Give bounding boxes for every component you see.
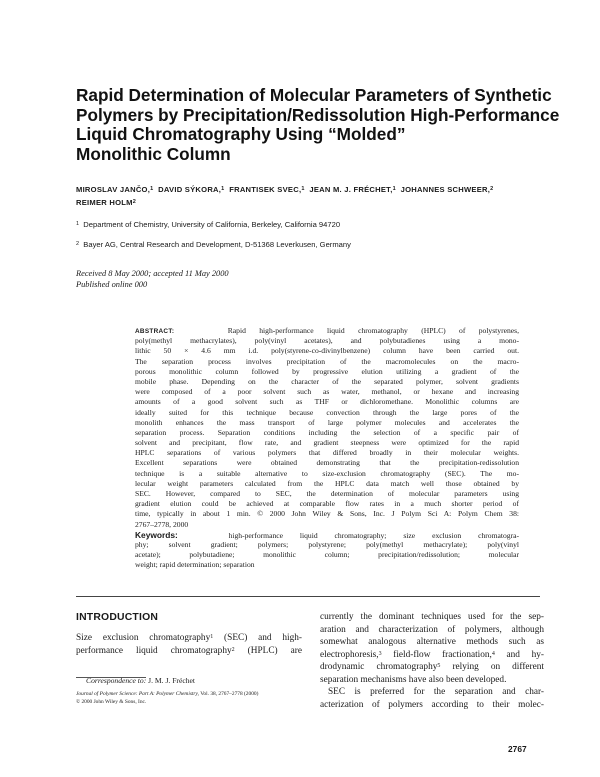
page-number: 2767 xyxy=(508,744,527,754)
affil-mark: 2 xyxy=(76,241,80,247)
author: REIMER HOLM xyxy=(76,197,133,207)
citation-ref[interactable]: 4 xyxy=(491,650,495,657)
abstract-line: lecular weight parameters calculated from the HPLC data match well those obtained by xyxy=(135,478,519,488)
keywords-line: phy; solvent gradient; polymers; polystyrene; poly(methyl methacrylate); poly(vinyl xyxy=(135,539,519,549)
abstract-line: time, typically in about 1 min. © 2000 John Wiley & Sons, Inc. J Polym Sci A: Polym Chem 38: xyxy=(135,509,519,519)
author-affil-mark: 1 xyxy=(301,186,305,192)
affil-text: Department of Chemistry, University of California, Berkeley, California 94720 xyxy=(83,220,341,229)
author: JOHANNES SCHWEER, xyxy=(400,185,491,194)
author: FRANTISEK SVEC, xyxy=(229,185,302,194)
section-divider xyxy=(76,596,540,597)
keywords-line: Keywords: high-performance liquid chromatography; size exclusion chromatogra- xyxy=(135,529,519,540)
title-line: Monolithic Column xyxy=(76,143,231,164)
correspondence-name: J. M. J. Fréchet xyxy=(148,676,195,685)
body-line: Size exclusion chromatography$^1$ (SEC) and high- xyxy=(76,633,302,643)
body-line: acterization of polymers according to their molec- xyxy=(320,699,544,710)
affiliation-1 xyxy=(76,220,546,230)
keywords-line: weight; rapid determination; separation xyxy=(135,560,255,570)
citation-ref[interactable]: 5 xyxy=(437,663,441,669)
abstract-line: gradient elution could be achieved at comparable flow rates in a much shorter period of xyxy=(135,499,519,509)
abstract-line: mobile phase. Depending on the character of the separated polymer, solvent gradients xyxy=(135,376,519,386)
affil-text: Bayer AG, Central Research and Development, D-51368 Leverkusen, Germany xyxy=(83,240,351,249)
published-line: Published online 000 xyxy=(76,280,148,289)
abstract-line: porous monolithic column followed by progressive elution utilizing a gradient of the xyxy=(135,366,519,376)
abstract-line: amounts of a good solvent such as THF or dichloromethane. Monolithic columns are xyxy=(135,397,519,407)
author: MIROSLAV JANČO, xyxy=(76,185,151,194)
abstract-line: The separation process involves precipitation of the macromolecules on the macro- xyxy=(135,356,519,366)
body-line: SEC is preferred for the separation and char- xyxy=(328,687,544,697)
author-affil-mark: 2 xyxy=(490,186,494,192)
title-line: Liquid Chromatography Using “Molded” xyxy=(76,124,406,144)
author: DAVID SÝKORA, xyxy=(158,185,222,194)
author-line-1 xyxy=(76,184,546,197)
abstract-line: ABSTRACT: Rapid high-performance liquid chromatography (HPLC) of polystyrenes, xyxy=(135,326,520,335)
paper-title xyxy=(76,85,560,164)
abstract-line: technique is a suitable alternative to size-exclusion chromatography (SEC). The mo- xyxy=(135,468,519,478)
citation-ref[interactable]: 1 xyxy=(210,634,214,640)
body-line: aration and characterization of polymers, although xyxy=(320,624,544,635)
citation-ref[interactable]: 2 xyxy=(231,646,235,653)
journal-volume: Vol. 38, 2767–2778 (2000) xyxy=(200,691,259,697)
affiliation-2 xyxy=(76,240,546,250)
abstract-line: Excellent separations were obtained demonstrating that the precipitation-redissolution xyxy=(135,458,519,468)
abstract-label: ABSTRACT: xyxy=(135,328,175,335)
affil-mark: 1 xyxy=(76,221,80,227)
abstract-line: monolith enhances the mass transport of large polymer molecules and accelerates the xyxy=(135,417,519,427)
keywords-label: Keywords: xyxy=(135,529,178,540)
body-line: electrophoresis,$^3$ field-flow fractionation,$^4$ and hy- xyxy=(320,649,544,660)
keywords-line: acetate); polybutadiene; monolithic column; precipitation/redissolution; molecular xyxy=(135,550,519,560)
abstract-line: solvent and precipitant, flow rate, and gradient steepness were optimized for the rapid xyxy=(135,438,519,448)
journal-info xyxy=(76,690,316,706)
body-line: drodynamic chromatography$^5$ relying on different xyxy=(320,662,544,672)
journal-name: Journal of Polymer Science: Part A: Polymer Chemistry, xyxy=(76,691,199,697)
abstract-line: 2767–2778, 2000 xyxy=(135,519,189,529)
received-dates xyxy=(76,268,229,290)
correspondence-note xyxy=(86,676,195,685)
left-column xyxy=(76,632,302,657)
abstract-line: lithic 50 × 4.6 mm i.d. poly(styrene-co-divinylbenzene) column have been carried out. xyxy=(135,346,519,356)
author-affil-mark: 1 xyxy=(392,186,396,192)
title-line: Polymers by Precipitation/Redissolution High-Performance xyxy=(76,104,560,125)
abstract-block xyxy=(135,326,519,571)
title-line: Rapid Determination of Molecular Parameters of Synthetic xyxy=(76,85,552,105)
abstract-line: were composed of a poor solvent such as water, methanol, or hexane and increasing xyxy=(135,387,519,397)
copyright-line: © 2000 John Wiley & Sons, Inc. xyxy=(76,699,147,705)
citation-ref[interactable]: 3 xyxy=(378,650,382,657)
abstract-line: ideally suited for this technique because convection through the large pores of the xyxy=(135,407,519,417)
introduction-heading: INTRODUCTION xyxy=(76,612,159,623)
abstract-line: separation process. Separation conditions including the selection of a specific pair of xyxy=(135,427,519,437)
author-line-2 xyxy=(76,197,546,210)
received-line: Received 8 May 2000; accepted 11 May 2000 xyxy=(76,269,229,278)
body-line: performance liquid chromatography$^2$ (HPLC) are xyxy=(76,645,302,656)
right-column xyxy=(320,611,544,711)
author-list xyxy=(76,184,546,209)
author-affil-mark: 2 xyxy=(132,198,137,205)
abstract-line: SEC. However, compared to SEC, the determination of molecular parameters using xyxy=(135,489,519,498)
author-affil-mark: 1 xyxy=(221,186,225,192)
body-line: somewhat analogous alternative methods such as xyxy=(320,637,544,647)
body-line: currently the dominant techniques used for the sep- xyxy=(320,612,544,622)
body-line: separation mechanisms have also been developed. xyxy=(320,674,507,685)
correspondence-label: Correspondence to: xyxy=(86,676,147,685)
abstract-line: HPLC separations of various polymers that differed broadly in their molecular weights. xyxy=(135,448,519,458)
author-affil-mark: 1 xyxy=(150,186,154,192)
abstract-line: poly(methyl methacrylates), poly(vinyl acetates), and polybutadienes using a mono- xyxy=(135,336,519,346)
author: JEAN M. J. FRÉCHET, xyxy=(309,185,393,194)
journal-line xyxy=(76,690,316,698)
